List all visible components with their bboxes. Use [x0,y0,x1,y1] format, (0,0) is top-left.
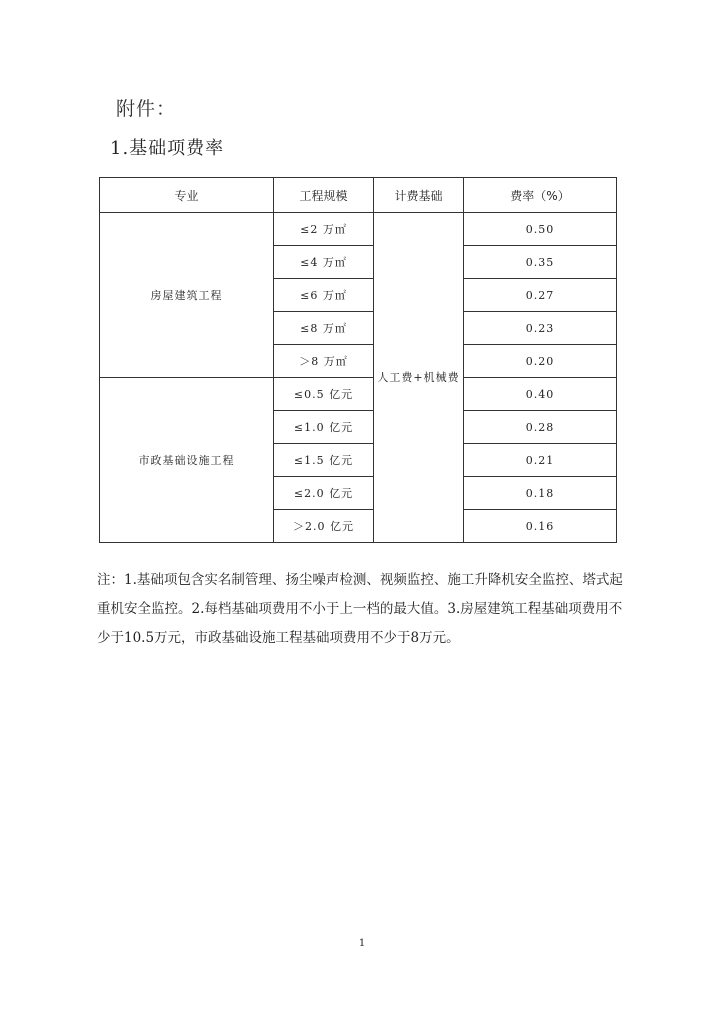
rate-cell: 0.28 [464,411,617,444]
rate-cell: 0.35 [464,246,617,279]
rate-cell: 0.21 [464,444,617,477]
scale-cell: ≤8 万㎡ [274,312,374,345]
fee-rate-table [99,177,617,543]
specialty-municipal: 市政基础设施工程 [100,378,274,543]
table-header-row [100,178,617,213]
scale-cell: ≤6 万㎡ [274,279,374,312]
header-scale: 工程规模 [274,178,374,213]
table-note: 注：1.基础项包含实名制管理、扬尘噪声检测、视频监控、施工升降机安全监控、塔式起重机安全监控。2.每档基础项费用不小于上一档的最大值。3.房屋建筑工程基础项费用不少于10.5万元，市政基础设施工程基础项费用不少于8万元。 [97,572,623,646]
scale-cell: ≤2.0 亿元 [274,477,374,510]
scale-cell: ≤1.0 亿元 [274,411,374,444]
rate-cell: 0.18 [464,477,617,510]
attachment-label: 附件： [116,98,177,120]
rate-cell: 0.20 [464,345,617,378]
scale-cell: ≤0.5 亿元 [274,378,374,411]
rate-cell: 0.23 [464,312,617,345]
rate-cell: 0.50 [464,213,617,246]
header-rate: 费率（%） [464,178,617,213]
table-row [100,213,617,246]
header-specialty: 专业 [100,178,274,213]
header-fee-base: 计费基础 [374,178,464,213]
scale-cell: ＞8 万㎡ [274,345,374,378]
rate-cell: 0.27 [464,279,617,312]
scale-cell: ≤1.5 亿元 [274,444,374,477]
rate-cell: 0.16 [464,510,617,543]
scale-cell: ≤2 万㎡ [274,213,374,246]
scale-cell: ≤4 万㎡ [274,246,374,279]
section-title: 1.基础项费率 [110,138,225,159]
scale-cell: ＞2.0 亿元 [274,510,374,543]
table-row [100,378,617,411]
specialty-building: 房屋建筑工程 [100,213,274,378]
fee-base-cell: 人工费+机械费 [374,213,464,543]
page-number: 1 [358,938,366,949]
rate-cell: 0.40 [464,378,617,411]
